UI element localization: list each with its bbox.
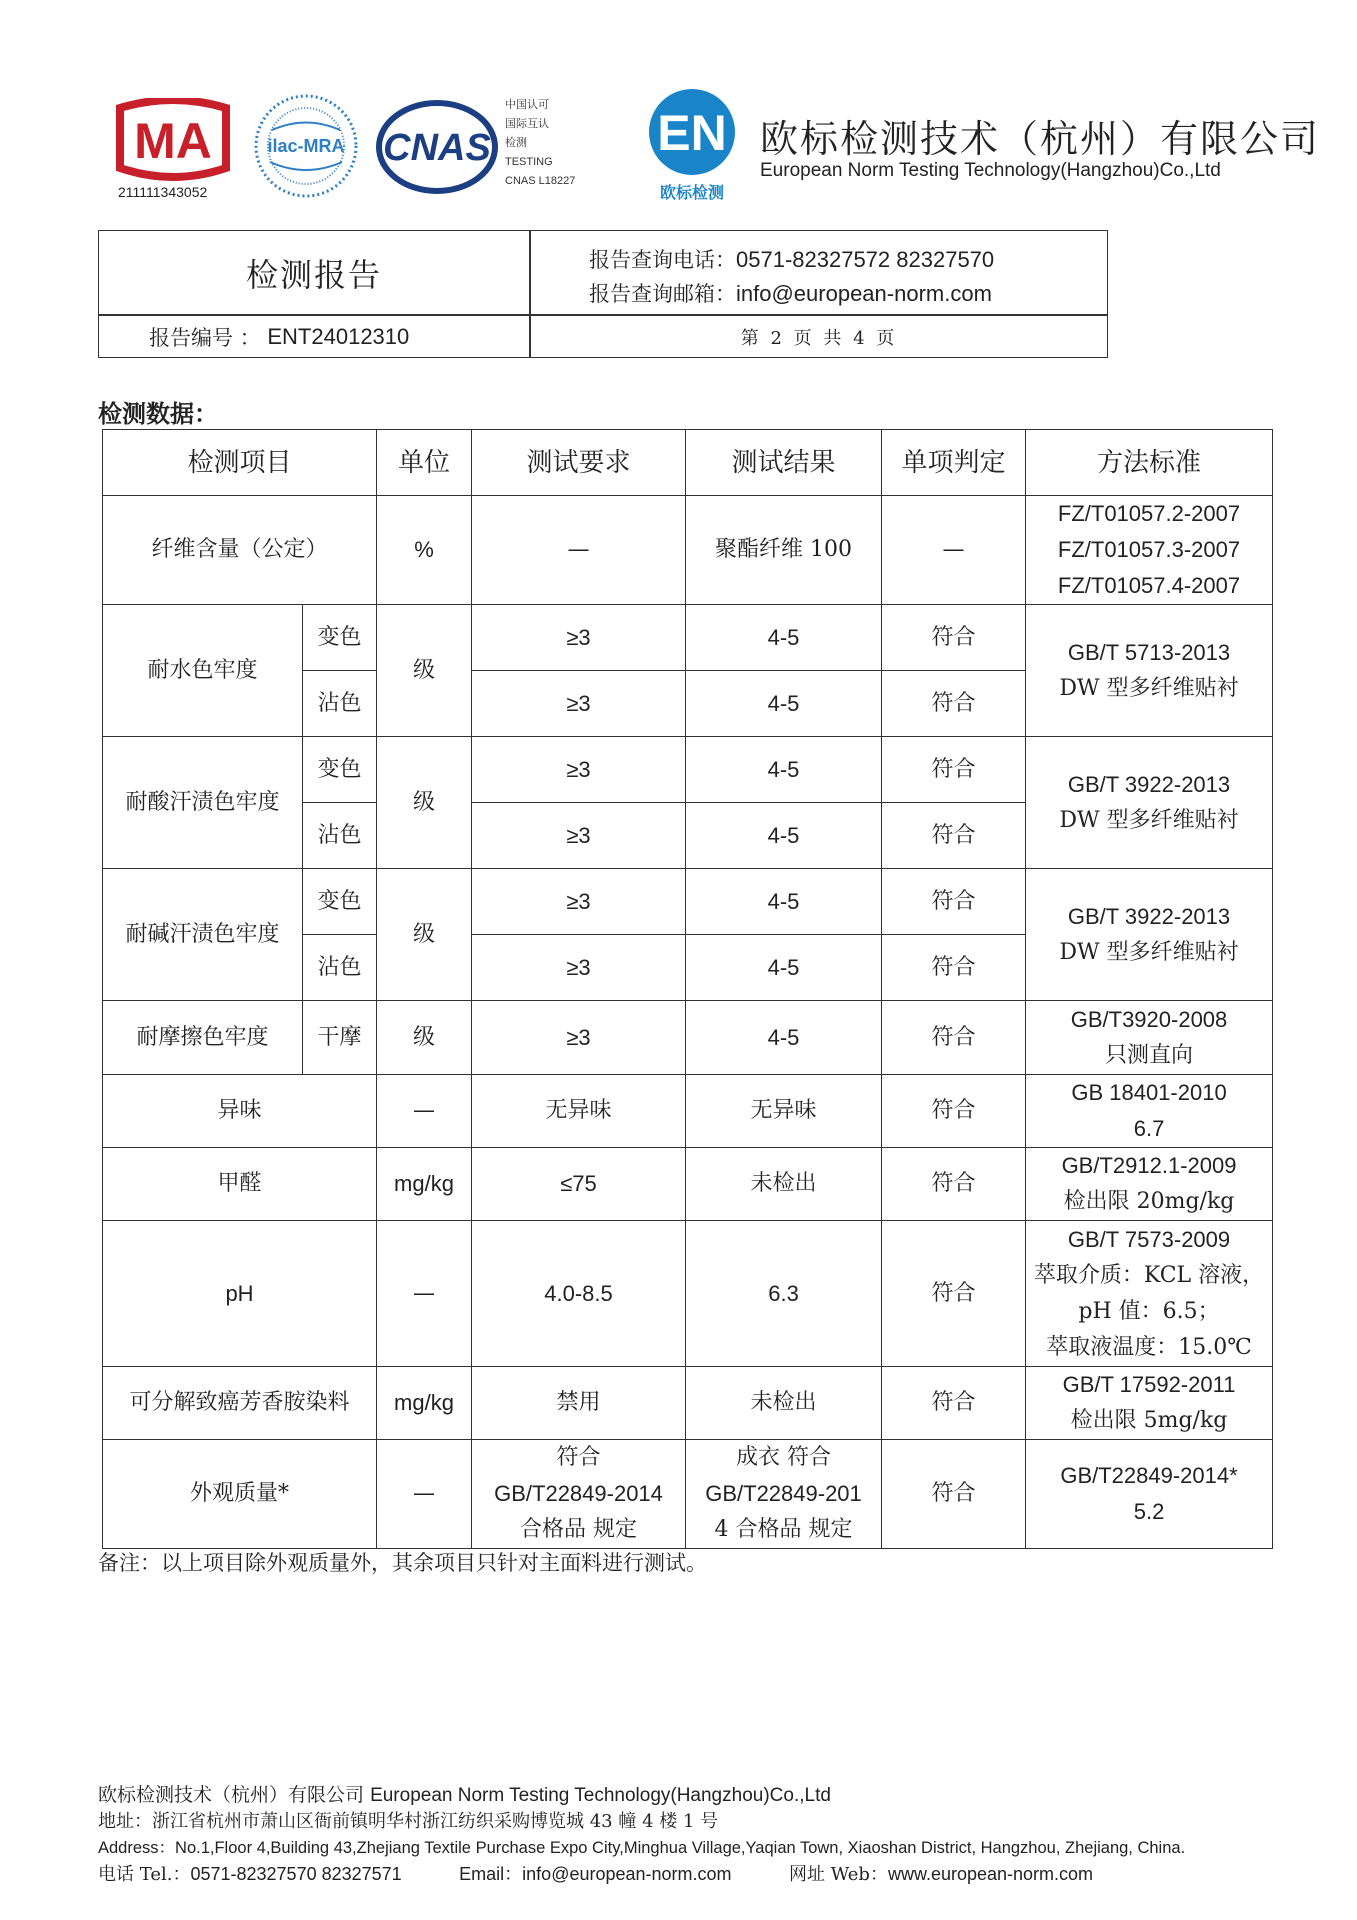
requirement-cell: ≥3 xyxy=(472,605,686,671)
table-row xyxy=(103,1367,1273,1440)
section-title: 检测数据： xyxy=(98,399,218,428)
unit-cell: 级 xyxy=(377,869,472,1001)
sub-item-cell: 变色 xyxy=(303,605,377,671)
result-cell: 4-5 xyxy=(686,605,882,671)
judgement-cell: 符合 xyxy=(882,935,1026,1001)
sub-item-cell: 变色 xyxy=(303,869,377,935)
unit-cell: — xyxy=(377,1221,472,1367)
table-row xyxy=(103,1148,1273,1221)
report-number-label: 报告编号 ： xyxy=(149,326,261,350)
unit-cell: mg/kg xyxy=(377,1148,472,1221)
method-cell: GB/T 17592-2011 检出限 5mg/kg xyxy=(1026,1367,1273,1440)
method-cell: GB/T 5713-2013 DW 型多纤维贴衬 xyxy=(1026,605,1273,737)
report-number xyxy=(149,315,409,359)
svg-text:EN: EN xyxy=(657,105,727,161)
sub-item-cell: 沾色 xyxy=(303,935,377,1001)
report-contact xyxy=(589,243,994,311)
footer-company-cn: 欧标检测技术（杭州）有限公司 xyxy=(98,1784,365,1806)
unit-cell: mg/kg xyxy=(377,1367,472,1440)
company-name-en: European Norm Testing Technology(Hangzhou)Co.,Ltd xyxy=(760,160,1221,181)
table-row xyxy=(103,1001,1273,1075)
page-footer xyxy=(98,1782,1185,1888)
method-cell: GB/T 3922-2013 DW 型多纤维贴衬 xyxy=(1026,737,1273,869)
result-cell: 4-5 xyxy=(686,869,882,935)
phone-label: 报告查询电话： xyxy=(589,248,736,272)
page-info: 第 2 页 共 4 页 xyxy=(740,328,898,349)
table-row xyxy=(103,737,1273,803)
table-row xyxy=(103,496,1273,605)
requirement-cell: ≥3 xyxy=(472,935,686,1001)
footer-email-value[interactable]: info@european-norm.com xyxy=(522,1864,732,1884)
result-cell: 4-5 xyxy=(686,671,882,737)
table-header-row xyxy=(103,430,1273,496)
item-cell: 可分解致癌芳香胺染料 xyxy=(103,1367,377,1440)
report-number-value: ENT24012310 xyxy=(267,324,410,349)
table-row xyxy=(103,1440,1273,1549)
item-cell: 耐水色牢度 xyxy=(103,605,303,737)
item-cell: 耐碱汗渍色牢度 xyxy=(103,869,303,1001)
cnas-accreditation-text: 中国认可 国际互认 检测 TESTING CNAS L18227 xyxy=(505,99,576,187)
requirement-cell: ≥3 xyxy=(472,671,686,737)
header-cell: 单项判定 xyxy=(882,430,1026,496)
unit-cell: 级 xyxy=(377,1001,472,1075)
table-row xyxy=(103,869,1273,935)
svg-text:ilac-MRA: ilac-MRA xyxy=(267,136,345,156)
method-cell: GB/T22849-2014* 5.2 xyxy=(1026,1440,1273,1549)
header-cell: 测试结果 xyxy=(686,430,882,496)
judgement-cell: 符合 xyxy=(882,803,1026,869)
svg-text:MA: MA xyxy=(134,113,212,169)
method-cell: GB/T 7573-2009 萃取介质：KCL 溶液， pH 值：6.5； 萃取液温度：15.0℃ xyxy=(1026,1221,1273,1367)
table-row xyxy=(103,1221,1273,1367)
judgement-cell: — xyxy=(882,496,1026,605)
judgement-cell: 符合 xyxy=(882,1221,1026,1367)
result-cell: 未检出 xyxy=(686,1148,882,1221)
footer-tel-label: 电话 Tel.： xyxy=(98,1864,191,1885)
requirement-cell: ≥3 xyxy=(472,869,686,935)
result-cell: 4-5 xyxy=(686,803,882,869)
sub-item-cell: 沾色 xyxy=(303,803,377,869)
result-cell: 成衣 符合 GB/T22849-201 4 合格品 规定 xyxy=(686,1440,882,1549)
cma-number: 211111343052 xyxy=(118,184,208,200)
judgement-cell: 符合 xyxy=(882,1148,1026,1221)
item-cell: 耐摩擦色牢度 xyxy=(103,1001,303,1075)
method-cell: GB 18401-2010 6.7 xyxy=(1026,1075,1273,1148)
result-cell: 6.3 xyxy=(686,1221,882,1367)
unit-cell: — xyxy=(377,1440,472,1549)
header-cell: 单位 xyxy=(377,430,472,496)
footer-address-cn: 地址：浙江省杭州市萧山区衙前镇明华村浙江纺织采购博览城 43 幢 4 楼 1 号 xyxy=(98,1811,719,1832)
sub-item-cell: 干摩 xyxy=(303,1001,377,1075)
requirement-cell: 4.0-8.5 xyxy=(472,1221,686,1367)
judgement-cell: 符合 xyxy=(882,671,1026,737)
judgement-cell: 符合 xyxy=(882,605,1026,671)
ilac-mra-logo xyxy=(252,90,360,202)
footer-company-en: European Norm Testing Technology(Hangzhou)Co.,Ltd xyxy=(370,1785,831,1806)
report-title: 检测报告 xyxy=(245,255,382,294)
phone-value: 0571-82327572 82327570 xyxy=(736,247,995,272)
judgement-cell: 符合 xyxy=(882,869,1026,935)
unit-cell: % xyxy=(377,496,472,605)
item-cell: 异味 xyxy=(103,1075,377,1148)
table-row xyxy=(103,1075,1273,1148)
method-cell: GB/T3920-2008 只测直向 xyxy=(1026,1001,1273,1075)
method-cell: FZ/T01057.2-2007 FZ/T01057.3-2007 FZ/T01057.4-2007 xyxy=(1026,496,1273,605)
table-row xyxy=(103,605,1273,671)
item-cell: pH xyxy=(103,1221,377,1367)
unit-cell: — xyxy=(377,1075,472,1148)
result-cell: 未检出 xyxy=(686,1367,882,1440)
unit-cell: 级 xyxy=(377,605,472,737)
email-label: 报告查询邮箱： xyxy=(589,282,736,306)
judgement-cell: 符合 xyxy=(882,1075,1026,1148)
sub-item-cell: 沾色 xyxy=(303,671,377,737)
method-cell: GB/T 3922-2013 DW 型多纤维贴衬 xyxy=(1026,869,1273,1001)
footer-web-value[interactable]: www.european-norm.com xyxy=(887,1864,1094,1884)
en-logo xyxy=(646,86,738,204)
report-info-box xyxy=(98,230,1108,358)
company-name-cn: 欧标检测技术（杭州）有限公司 xyxy=(760,117,1321,161)
header-cell: 方法标准 xyxy=(1026,430,1273,496)
judgement-cell: 符合 xyxy=(882,1001,1026,1075)
judgement-cell: 符合 xyxy=(882,1440,1026,1549)
unit-cell: 级 xyxy=(377,737,472,869)
cnas-logo xyxy=(375,98,501,196)
requirement-cell: ≥3 xyxy=(472,737,686,803)
header-cell: 检测项目 xyxy=(103,430,377,496)
requirement-cell: ≥3 xyxy=(472,1001,686,1075)
footer-email-label: Email： xyxy=(459,1864,523,1884)
svg-text:CNAS: CNAS xyxy=(383,127,491,169)
item-cell: 耐酸汗渍色牢度 xyxy=(103,737,303,869)
result-cell: 聚酯纤维 100 xyxy=(686,496,882,605)
method-cell: GB/T2912.1-2009 检出限 20mg/kg xyxy=(1026,1148,1273,1221)
requirement-cell: — xyxy=(472,496,686,605)
test-data-table xyxy=(102,429,1273,1549)
item-cell: 纤维含量（公定） xyxy=(103,496,377,605)
footer-web-label: 网址 Web： xyxy=(789,1864,888,1885)
sub-item-cell: 变色 xyxy=(303,737,377,803)
requirement-cell: ≥3 xyxy=(472,803,686,869)
footer-address-en: Address：No.1,Floor 4,Building 43,Zhejiang Textile Purchase Expo City,Minghua Village,Yaqian Town, Xiaoshan District, Hangzhou, Zhejiang, China. xyxy=(98,1839,1186,1857)
requirement-cell: 无异味 xyxy=(472,1075,686,1148)
judgement-cell: 符合 xyxy=(882,737,1026,803)
result-cell: 4-5 xyxy=(686,935,882,1001)
footer-tel-value: 0571-82327570 82327571 xyxy=(190,1864,402,1884)
requirement-cell: ≤75 xyxy=(472,1148,686,1221)
result-cell: 4-5 xyxy=(686,737,882,803)
cma-logo xyxy=(112,98,234,188)
judgement-cell: 符合 xyxy=(882,1367,1026,1440)
email-value[interactable]: info@european-norm.com xyxy=(736,281,992,306)
requirement-cell: 禁用 xyxy=(472,1367,686,1440)
requirement-cell: 符合 GB/T22849-2014 合格品 规定 xyxy=(472,1440,686,1549)
item-cell: 甲醛 xyxy=(103,1148,377,1221)
header-cell: 测试要求 xyxy=(472,430,686,496)
result-cell: 4-5 xyxy=(686,1001,882,1075)
svg-text:欧标检测: 欧标检测 xyxy=(659,183,725,202)
item-cell: 外观质量* xyxy=(103,1440,377,1549)
remark-note: 备注：以上项目除外观质量外，其余项目只针对主面料进行测试。 xyxy=(98,1551,707,1575)
result-cell: 无异味 xyxy=(686,1075,882,1148)
